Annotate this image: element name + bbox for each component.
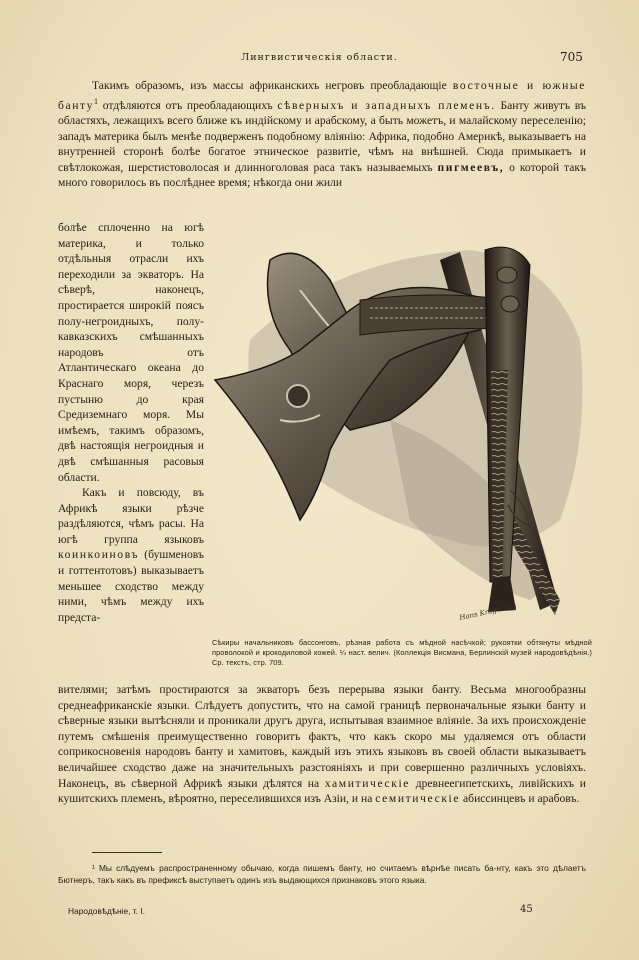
text-run: (бушменовъ и готтентотовъ) выказываетъ меньшее сходство между ними, чѣмъ между ихъ предста- <box>58 548 204 624</box>
book-signature-title: Народовѣдѣніе, т. I. <box>68 906 145 916</box>
text-run-spaced: восточные и южные банту <box>58 79 587 112</box>
text-run-spaced: пигмеевъ, <box>437 160 505 174</box>
text-run: отдѣляются отъ преобладающихъ <box>102 98 273 112</box>
figure-caption: Сѣкиры начальниковъ бассонговъ, рѣзная работа съ мѣдной насѣчкой; рукоятки обтянуты мѣдной проволокой и крокодиловой кожей. ¼ наст. велич. (Коллекція Висмана, Берлинскій музей народовѣдѣнія.) Ср. текстъ, стр. 709. <box>212 638 592 667</box>
text-run-spaced: коинкоиновъ <box>58 548 140 562</box>
running-header: Лингвистическія области. <box>241 52 398 63</box>
sheet-number: 45 <box>520 904 533 915</box>
page-number: 705 <box>560 50 583 64</box>
text-run: вителями; затѣмъ простираются за экваторъ безъ перерыва языки банту. Весьма многообразны среднеафриканскіе языки. Слѣдуетъ допустить, что на самой границѣ первоначальные языки банту и сѣверные языки вытѣсняли и проникали другъ друга, испытывая взаимное вліяніе. За ихъ происхожденіе путемъ смѣшенія преимущественно говоритъ фактъ, что какъ скоро мы удаляемся отъ области соприкосновенія народовъ банту и хамитовъ, каждый изъ этихъ языковъ въ своей области выказываетъ величайшее сходство даже на значительныхъ разстояніяхъ и при совершенно различныхъ условіяхъ. Наконецъ, въ сѣверной Африкѣ языки дѣлятся на <box>58 683 586 790</box>
axe-illustration <box>210 220 595 632</box>
text-run: Такимъ образомъ, изъ массы африканскихъ негровъ преобладающіе <box>92 79 447 92</box>
blade-boss <box>287 385 309 407</box>
footnote <box>58 862 586 886</box>
footnote-marker[interactable]: 1 <box>93 96 98 106</box>
body-paragraph-bottom <box>58 682 586 807</box>
narrow-paragraph-1: болѣе сплоченно на югѣ материка, и только отдѣльныя отрасли ихъ переходили за экваторъ. На сѣверѣ, наконецъ, простирается широкій поясъ полу-негроидныхъ, полу-кавказскихъ смѣшанныхъ народовъ отъ Атлантическаго океана до Краснаго моря, черезъ пустыню до края Средиземнаго моря. Мы имѣемъ, такимъ образомъ, двѣ настоящія негроидныя и двѣ смѣшанныя расовыя области. <box>58 221 204 484</box>
footnote-rule <box>92 852 162 853</box>
body-paragraph-top <box>58 78 586 191</box>
narrow-paragraph-2 <box>58 485 204 625</box>
text-run-spaced: семитическіе <box>375 792 461 806</box>
footnote-text: ¹ Мы слѣдуемъ распространенному обычаю, когда пишемъ банту, но считаемъ вѣрнѣе писать ба-нту, какъ это дѣлаетъ Бютнеръ, такъ какъ въ префиксѣ выступаетъ одинъ изъ выдающихся признаковъ этого языка. <box>58 863 586 885</box>
text-run: древнеегипетскихъ, ливійскихъ и кушитскихъ племенъ, вѣроятно, переселившихся изъ Азіи, и на <box>58 776 586 806</box>
text-run: Банту живутъ въ областяхъ, лежащихъ всего ближе къ индійскому и арабскому, а быть можетъ, и малайскому переселенію; западъ материка былъ менѣе подверженъ подобному вліянію: Африка, подобно Америкѣ, выказываетъ на внутренней сторонѣ болѣе богатое этническое развитіе, чѣмъ на внѣшней. Сюда примыкаетъ и свѣтлокожая, шерстистоволосая и длинноголовая раса такъ называемыхъ <box>58 98 586 174</box>
text-run: Какъ и повсюду, въ Африкѣ языки рѣзче раздѣляются, чѣмъ расы. На югѣ группа языковъ <box>58 486 204 546</box>
narrow-column-text <box>58 220 204 625</box>
text-run-spaced: хамитическіе <box>324 776 411 790</box>
text-run: о которой такъ много говорилось въ послѣднее время; нѣкогда они жили <box>58 160 586 190</box>
text-run: абиссинцевъ и арабовъ. <box>463 792 580 806</box>
text-run-spaced: сѣверныхъ и западныхъ племенъ. <box>277 98 496 112</box>
artist-signature: Hans Kraffmann <box>458 602 518 622</box>
axe-engraving-svg <box>210 220 595 632</box>
